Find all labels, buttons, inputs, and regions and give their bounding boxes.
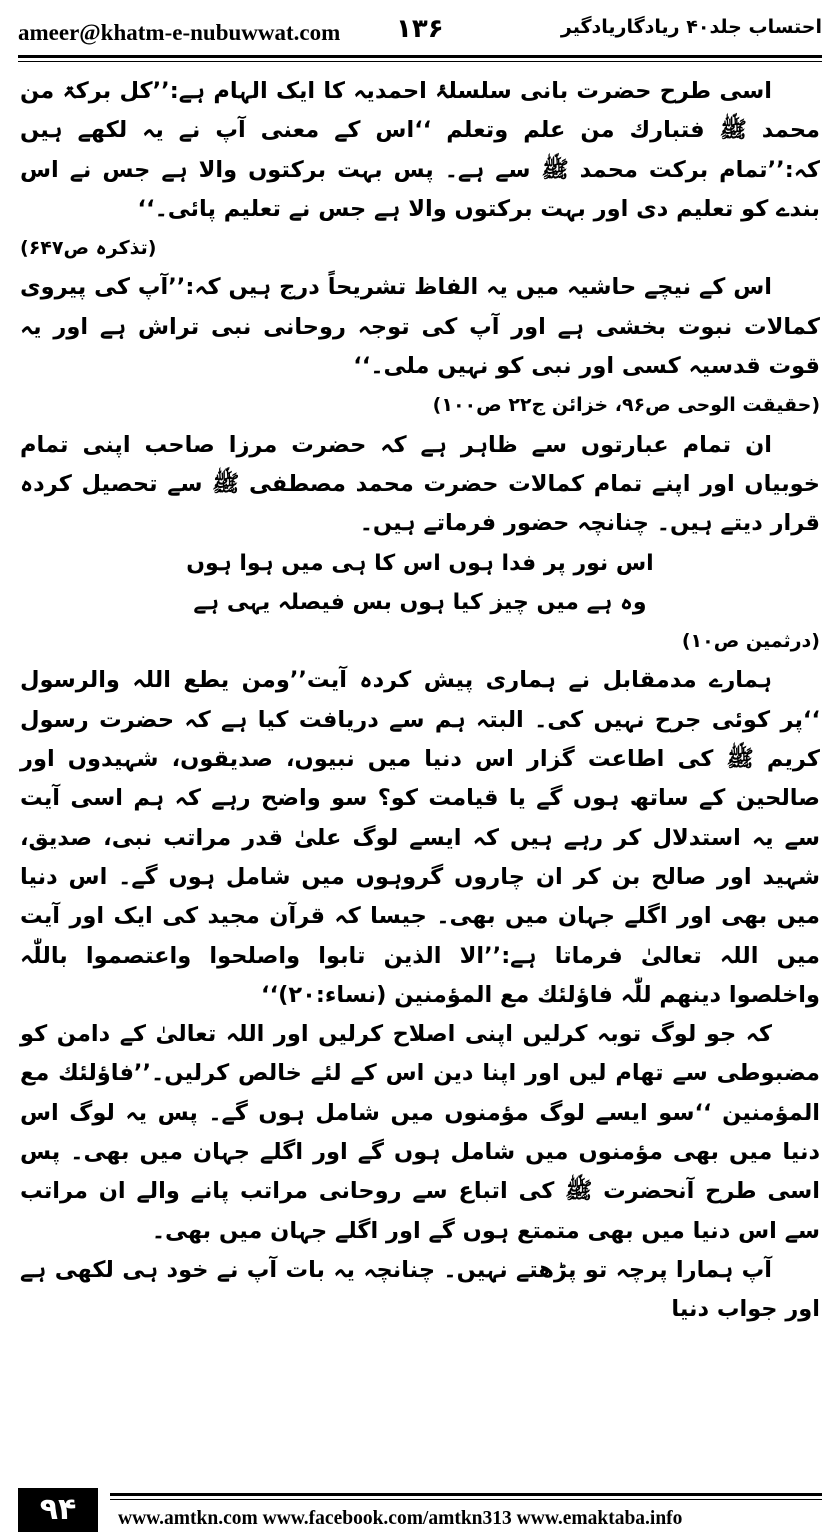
paragraph-parcha: آپ ہمارا پرچہ تو پڑھتے نہیں۔ چنانچہ یہ بات آپ نے خود ہی لکھی ہے اور جواب دنیا bbox=[20, 1256, 820, 1323]
verse-line-2: وہ ہے میں چیز کیا ہوں بس فیصلہ یہی ہے bbox=[193, 589, 647, 615]
paragraph-ibaraton: ان تمام عبارتوں سے ظاہر ہے کہ حضرت مرزا صاحب اپنی تمام خوبیاں اور اپنے تمام کمالات حضرت محمد مصطفی ﷺ سے تحصیل کردہ قرار دیتے ہیں۔ چنانچہ حضور فرماتے ہیں۔ bbox=[20, 431, 820, 537]
body-text bbox=[20, 72, 820, 1330]
paragraph-muqabil: ہمارے مدمقابل نے ہماری پیش کردہ آیت’’ومن یطع اللہ والرسول ‘‘پر کوئی جرح نہیں کی۔ البتہ ہم سے دریافت کیا ہے کہ حضرت رسول کریم ﷺ کی اطاعت گزار اس دنیا میں نبیوں، صدیقوں، شہیدوں اور صالحین کے ساتھ ہوں گے یا قیامت کو؟ سو واضح رہے کہ ہم اسی آیت سے یہ استدلال کر رہے ہیں کہ ایسے لوگ علیٰ قدر مراتب نبی، صدیق، شہید اور صالح بن کر ان چاروں گروہوں میں شامل ہوں گے۔ اس دنیا میں بھی اور اگلے جہان میں بھی۔ جیسا کہ قرآن مجید کی ایک اور آیت میں اللہ تعالیٰ فرماتا ہے:’’الا الذین تابوا واصلحوا واعتصموا باللّٰہ واخلصوا دینھم للّٰہ فاؤلئك مع المؤمنین (نساء:۲۰)‘‘ bbox=[20, 667, 820, 1008]
page-header bbox=[18, 14, 822, 50]
paragraph-hashiya: اس کے نیچے حاشیہ میں یہ الفاظ تشریحاً درج ہیں کہ:’’آپ کی پیروی کمالات نبوت بخشی ہے اور آپ کی توجہ روحانی نبی تراش ہے اور یہ قوت قدسیہ کسی اور نبی کو نہیں ملی۔‘‘ bbox=[20, 274, 820, 380]
reference-durr-e-sameen: (درثمین ص۱۰) bbox=[681, 630, 820, 653]
header-book-title: احتساب جلد۴۰ ریادگاریادگیر bbox=[560, 16, 822, 38]
footer-page-badge: ۹۴ bbox=[18, 1488, 98, 1532]
header-page-number: ۱۳۶ bbox=[396, 14, 444, 44]
header-rule-thick bbox=[18, 55, 822, 58]
paragraph-tauba: کہ جو لوگ توبہ کرلیں اپنی اصلاح کرلیں اور اللہ تعالیٰ کے دامن کو مضبوطی سے تھام لیں اور اپنا دین اس کے لئے خالص کرلیں۔’’فاؤلئك مع المؤمنین ‘‘سو ایسے لوگ مؤمنوں میں شامل ہوں گے۔ پس یہ لوگ اس دنیا میں بھی مؤمنوں میں شامل ہوں گے اور اگلے جہان میں بھی۔ پس اسی طرح آنحضرت ﷺ کی اتباع سے روحانی مراتب پانے والے ان مراتب سے اس دنیا میں بھی متمتع ہوں گے اور اگلے جہان میں بھی۔ bbox=[20, 1021, 820, 1244]
verse-line-1: اس نور پر فدا ہوں اس کا ہی میں ہوا ہوں bbox=[186, 550, 654, 576]
footer-rule-thick bbox=[110, 1493, 822, 1496]
footer-rule-thin bbox=[110, 1499, 822, 1500]
header-rule-thin bbox=[18, 61, 822, 62]
footer-website-links: www.amtkn.com www.facebook.com/amtkn313 www.emaktaba.info bbox=[118, 1508, 683, 1529]
reference-haqiqat-ul-wahi: (حقیقت الوحی ص۹۶، خزائن ج۲۲ ص۱۰۰) bbox=[432, 394, 820, 417]
paragraph-ilham: اسی طرح حضرت بانی سلسلۂ احمدیہ کا ایک الہام ہے:’’کل برکۃ من محمد ﷺ فتبارك من علم وتعلم ‘‘اس کے معنی آپ نے یہ لکھے ہیں کہ:’’تمام برکت محمد ﷺ سے ہے۔ پس بہت برکتوں والا ہے جس نے اس بندے کو تعلیم دی اور بہت برکتوں والا ہے جس نے تعلیم پائی۔‘‘ bbox=[20, 78, 820, 222]
reference-tazkira: (تذکرہ ص۶۴۷) bbox=[20, 237, 157, 260]
header-email: ameer@khatm-e-nubuwwat.com bbox=[18, 20, 341, 45]
